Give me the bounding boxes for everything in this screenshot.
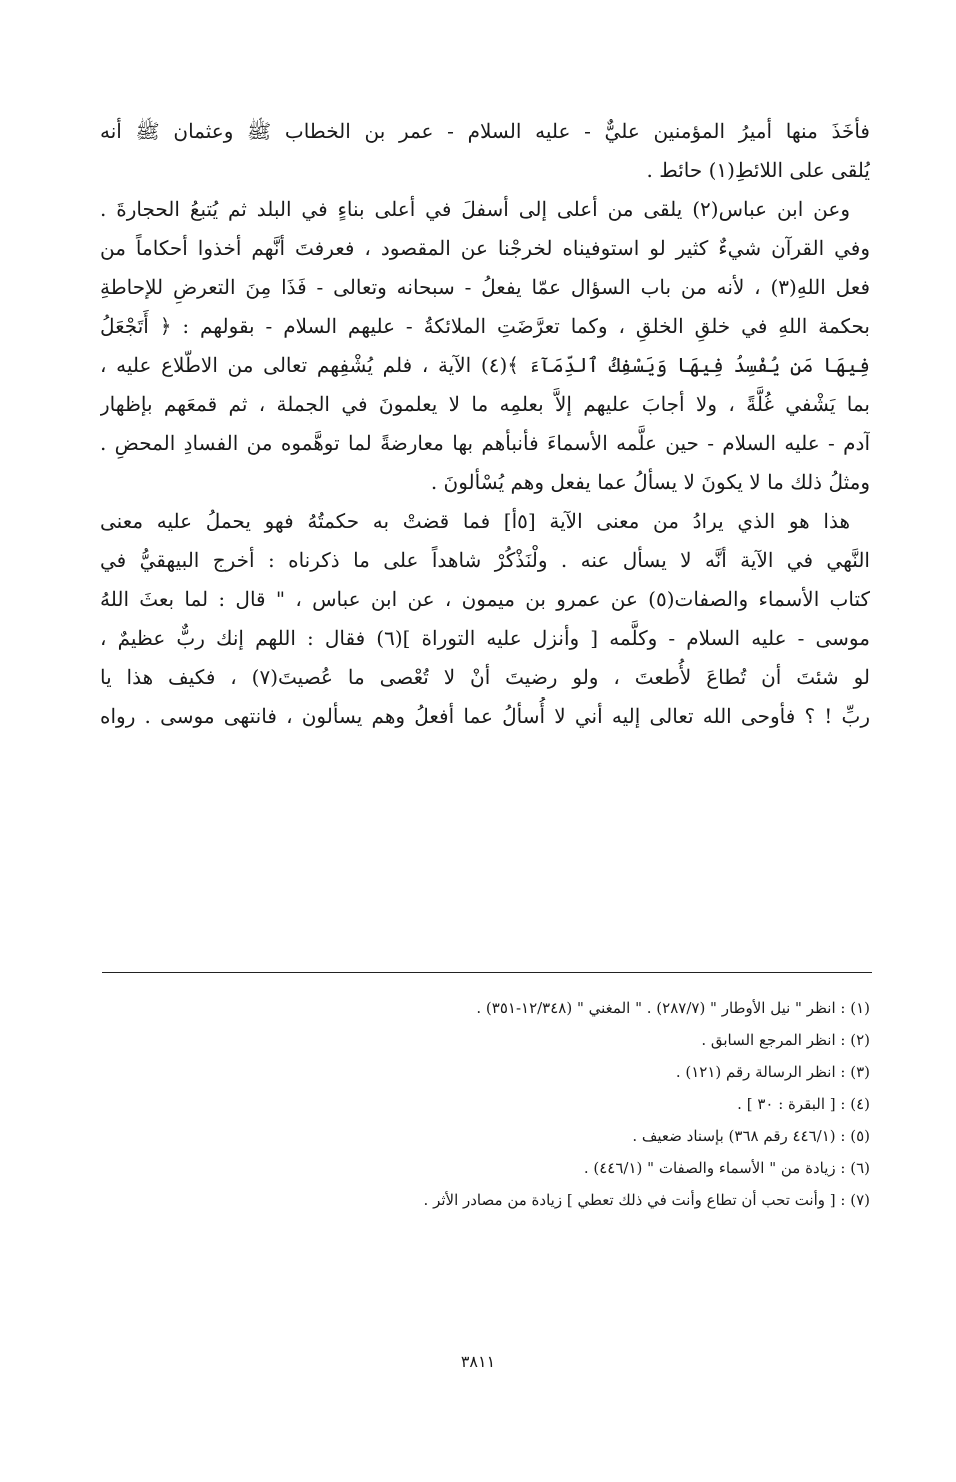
footnote: (١) : انظر " نيل الأوطار " (٢٨٧/٧) . " المغني " (١٢/٣٤٨-٣٥١) . — [476, 999, 870, 1017]
text-line: فعل اللهِ(٣) ، لأنه من باب السؤال عمّا يفعلُ - سبحانه وتعالى - فَذَا مِنَ التعرضِ للإحاطةِ — [100, 275, 870, 299]
footnote-divider — [102, 972, 872, 973]
text-line: يُلقى على اللائطِ(١) حائط . — [646, 158, 870, 182]
text-line: ومثلُ ذلك ما لا يكونَ لا يسألُ عما يفعل وهم يُسْألونَ . — [430, 470, 870, 494]
text-line: فِيهَا مَن يُفْسِدُ فِيهَا وَيَسْفِكُ ٱلدِّمَآءَ ﴾(٤) الآية ، فلم يُشْفِهم تعالى من الاطّلاع عليه ، — [100, 353, 870, 377]
text-line: وعن ابن عباس(٢) يلقى من أعلى إلى أسفلَ في أعلى بناءٍ في البلد ثم يُتبعُ الحجارةَ . — [100, 197, 850, 221]
text-line: بما يَشْفي غُلَّةً ، ولا أجابَ عليهم إلاَّ بعلمِه ما لا يعلمونَ في الجملة ، ثم قمعَهم بإظهار — [100, 392, 870, 416]
footnote: (٢) : انظر المرجع السابق . — [701, 1031, 870, 1049]
footnotes — [100, 992, 870, 1216]
footnote: (٤) : [ البقرة : ٣٠ ] . — [737, 1095, 870, 1113]
text-line: هذا هو الذي يرادُ من معنى الآية [٥أ] فما قضتْ به حكمتُهُ فهو يحملُ عليه معنى — [100, 509, 850, 533]
page-number: ٣٨١١ — [460, 1352, 496, 1371]
footnote: (٥) : (٤٤٦/١ رقم ٣٦٨) بإسناد ضعيف . — [632, 1127, 870, 1145]
footnote: (٦) : زيادة من " الأسماء والصفات " (٤٤٦/١) . — [583, 1159, 870, 1177]
text-line: ربِّ ! ؟ فأوحى الله تعالى إليه أني لا أُسألُ عما أفعلُ وهم يسألون ، فانتهى موسى . رواه — [100, 704, 870, 728]
text-line: فأخَذَ منها أميرُ المؤمنين عليٌّ - عليه السلام - عمر بن الخطاب ﷺ وعثمان ﷺ أنه — [100, 119, 870, 143]
text-line: موسى - عليه السلام - وكلَّمه [ وأنزل عليه التوراة ](٦) فقال : اللهم إنك ربٌّ عظيمٌ ، — [100, 626, 870, 650]
text-line: كتاب الأسماء والصفات(٥) عن عمرو بن ميمون ، عن ابن عباس ، " قال : لما بعثَ اللهُ — [100, 587, 870, 611]
text-line: بحكمة اللهِ في خلقِ الخلقِ ، وكما تعرَّضَتِ الملائكةُ - عليهم السلام - بقولهم : ﴿ أَتَجْعَلُ — [100, 314, 870, 338]
footnote: (٧) : [ وأنت تحب أن تطاع وأنت في ذلك تعطي ] زيادة من مصادر الأثر . — [423, 1191, 870, 1209]
text-line: لو شئتَ أن تُطاعَ لأُطعتَ ، ولو رضيتَ أنْ لا تُعْصى ما عُصيتَ(٧) ، فكيف هذا يا — [100, 665, 870, 689]
main-text — [100, 112, 870, 736]
text-line: النَّهي في الآية أنَّه لا يسأل عنه . ولْنَذْكُرْ شاهداً على ما ذكرناه : أخرج البيهقيُّ في — [100, 548, 870, 572]
text-line: آدم - عليه السلام - حين علَّمه الأسماءَ فأنبأهم بها معارضةً لما توهَّموه من الفسادِ المحضِ . — [100, 431, 870, 455]
text-line: وفي القرآن شيءٌ كثير لو استوفيناه لخرجْنا عن المقصود ، فعرفتَ أنَّهم أخذوا أحكاماً من — [100, 236, 870, 260]
footnote: (٣) : انظر الرسالة رقم (١٢١) . — [675, 1063, 870, 1081]
